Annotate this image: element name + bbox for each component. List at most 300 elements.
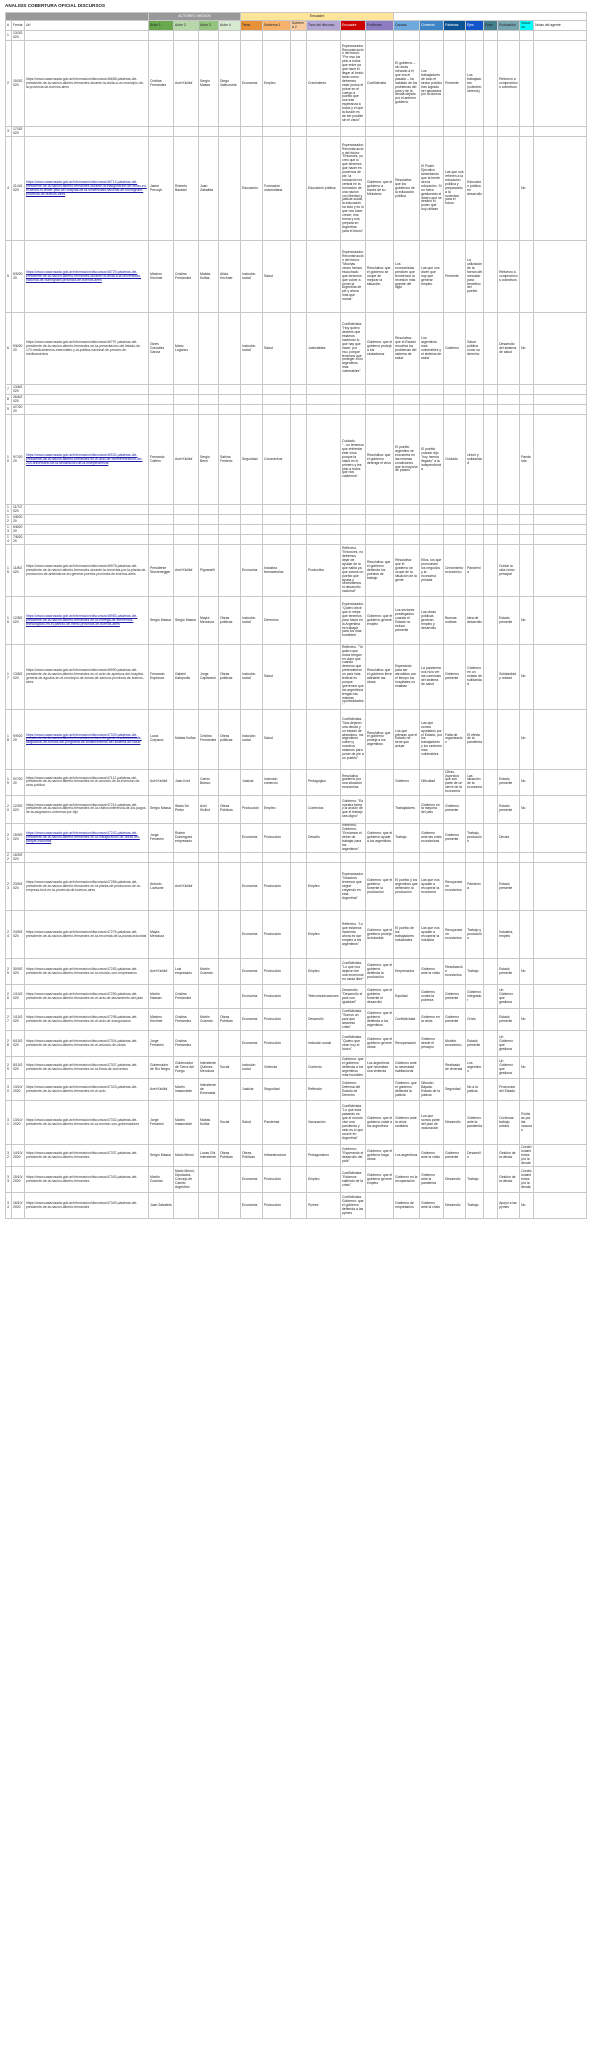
cell-contexto: Gobierno ante las crisis económicas <box>420 823 444 853</box>
cell-tono: Protagonismo <box>307 1145 341 1167</box>
cell-actor4 <box>219 137 241 241</box>
cell-citas <box>484 959 498 985</box>
cell-url[interactable]: https://www.casarosada.gob.ar/informacion/discursos/47276-palabras-del-presidente-de-la-nacion-alberto-fernandez-en-la-recorrida-de-la-planta-industrial <box>25 911 149 959</box>
cell-actor3 <box>199 853 219 863</box>
cell-actor1: Ginés González García <box>149 313 174 385</box>
column-header[interactable]: Tono del discurso <box>307 21 341 31</box>
cell-actor1: Lucía Corpacci <box>149 709 174 769</box>
cell-sub1: Salud <box>263 241 291 313</box>
cell-citas <box>484 127 498 137</box>
cell-eval <box>498 415 520 505</box>
cell-n: 20 <box>6 795 12 823</box>
cell-contexto <box>420 535 444 545</box>
table-row <box>6 1031 587 1057</box>
cell-actor2: Mario Meoni, Diputados, Concejo de Camilo Argentino <box>174 1167 199 1193</box>
cell-url[interactable]: https://www.casarosada.gob.ar/informacion/discursos/47337-palabras-del-presidente-de-la-nacion-alberto-fernandez <box>25 1145 149 1167</box>
cell-citas <box>484 597 498 645</box>
column-header[interactable]: Ejes <box>466 21 484 31</box>
cell-fecha: 1/10/2020 <box>12 985 25 1009</box>
column-header[interactable]: Subtema 2 <box>291 21 307 31</box>
cell-tema <box>241 385 263 395</box>
cell-url[interactable]: https://www.casarosada.gob.ar/informacion/discursos/47343-palabras-del-presidente-de-la-nacion-alberto-fernandez <box>25 1167 149 1193</box>
cell-url[interactable]: https://www.casarosada.gob.ar/informacion/discursos/47265-palabras-del-presidente-de-la-nacion-alberto-fernandez-en-la-planta-de-produccion-de-la-empresa-ford-en-la-provincia-de-buenos-aires <box>25 863 149 911</box>
cell-sol <box>520 985 534 1009</box>
cell-citas <box>484 31 498 41</box>
cell-ejes <box>466 795 484 823</box>
cell-actor2: Axel Kicillof <box>174 545 199 597</box>
table-row <box>6 769 587 795</box>
cell-fecha: 30/9/2020 <box>12 959 25 985</box>
cell-sub2 <box>291 405 307 415</box>
cell-citas <box>484 985 498 1009</box>
cell-url[interactable]: https://www.casarosada.gob.ar/informacion/discursos/47332-palabras-del-presidente-de-la-nacion-alberto-fernandez-en-la-reunion-con-gobernadores <box>25 1101 149 1145</box>
cell-ejes: Idea de desarrollo <box>466 597 484 645</box>
cell-actor3 <box>199 525 219 535</box>
column-header[interactable]: Encuadre <box>341 21 366 31</box>
cell-url[interactable] <box>25 515 149 525</box>
cell-actor1: Máximo Kirchner <box>149 241 174 313</box>
cell-n: 7 <box>6 385 12 395</box>
cell-url[interactable]: https://www.casarosada.gob.ar/informacion/discursos/47112-palabras-del-presidente-de-la-nacion-alberto-fernandez-en-el-anuncio-de-la-inversion-de-obra-publica <box>25 769 149 795</box>
cell-n: 23 <box>6 863 12 911</box>
cell-url[interactable]: https://www.casarosada.gob.ar/informacion/discursos/47290-palabras-del-presidente-de-la-nacion-alberto-fernandez-en-el-acto-de-lanzamiento-del-plan <box>25 985 149 1009</box>
cell-contexto <box>420 853 444 863</box>
cell-ejes: Crisis <box>466 1009 484 1031</box>
cell-palabras <box>444 127 466 137</box>
cell-fecha: 13/10/2020 <box>12 1079 25 1101</box>
cell-n: 28 <box>6 1031 12 1057</box>
cell-actor1 <box>149 127 174 137</box>
table-row <box>6 1009 587 1031</box>
cell-eval <box>498 405 520 415</box>
cell-eval <box>498 385 520 395</box>
cell-sub2 <box>291 985 307 1009</box>
column-header[interactable]: Actor 2 <box>174 21 199 31</box>
cell-n: 2 <box>6 41 12 127</box>
cell-url[interactable] <box>25 31 149 41</box>
cell-eval <box>498 395 520 405</box>
cell-problema <box>366 525 394 535</box>
cell-contexto <box>420 505 444 515</box>
sheet-title: ANALISIS COBERTURA OFICIAL DISCURSOS <box>5 3 106 8</box>
cell-tono: Justicialista <box>307 313 341 385</box>
cell-sub2 <box>291 645 307 710</box>
cell-palabras: Desarrollo <box>444 1167 466 1193</box>
table-row <box>6 1101 587 1145</box>
cell-sub1 <box>263 535 291 545</box>
cell-sub2 <box>291 1057 307 1079</box>
cell-actor4: Obras públicas <box>219 597 241 645</box>
cell-actor4 <box>219 395 241 405</box>
cell-tema: Economía <box>241 545 263 597</box>
cell-sol <box>520 863 534 911</box>
cell-n: 5 <box>6 241 12 313</box>
cell-sol: Condicionamientos por la deuda <box>520 1145 534 1167</box>
cell-actor2 <box>174 395 199 405</box>
cell-eval: Estado presente <box>498 769 520 795</box>
cell-url[interactable] <box>25 127 149 137</box>
cell-causas <box>394 515 420 525</box>
cell-causas: El pueblo de los trabajadores industriales <box>394 911 420 959</box>
cell-actor2: Gabriel Katopodis <box>174 645 199 710</box>
cell-actor1 <box>149 515 174 525</box>
cell-url[interactable] <box>25 405 149 415</box>
cell-sub1: Salud <box>263 709 291 769</box>
cell-causas: Conflictividad <box>394 1009 420 1031</box>
table-row <box>6 1057 587 1079</box>
cell-palabras <box>444 405 466 415</box>
table-row <box>6 241 587 313</box>
cell-sub2 <box>291 1101 307 1145</box>
cell-palabras: Gobierno presente <box>444 645 466 710</box>
cell-url[interactable]: https://www.casarosada.gob.ar/informacion/discursos/47283-palabras-del-presidente-de-la-nacion-alberto-fernandez-en-la-reunion-con-empresarios <box>25 959 149 985</box>
cell-ejes: Gobierno Integrador <box>466 985 484 1009</box>
column-header[interactable]: Contexto <box>420 21 444 31</box>
cell-sub1: Producción <box>263 823 291 853</box>
cell-problema: Gobierno: que el gobierno defienda a los argentinos <box>366 1009 394 1031</box>
cell-encuadre <box>341 385 366 395</box>
cell-contexto: Gobierno en la crisis <box>420 1009 444 1031</box>
cell-contexto: El pueblo cuando dijo "hoy hemos llegado" a la independencia <box>420 415 444 505</box>
cell-url[interactable]: https://www.casarosada.gob.ar/informacion/discursos/46983-palabras-del-presidente-de-la-nacion-alberto-fernandez-en-la-entrega-de-elementos-tecnologicos-en-el-partido-de-merlo-provincia-de-buenos-aires <box>25 597 149 645</box>
cell-ejes: Educación pública en desarrollo <box>466 137 484 241</box>
cell-actor1 <box>149 535 174 545</box>
cell-actor2: Martín Insaurralde <box>174 1079 199 1101</box>
cell-tono: Vacunación <box>307 1101 341 1145</box>
cell-encuadre: Gobierno: "Es nuestra tarea y la acción de que el trabajo sea digno" <box>341 795 366 823</box>
cell-url[interactable]: https://www.casarosada.gob.ar/informacion/discursos/46797-palabras-del-presidente-de-la-nacion-alberto-fernandez-en-la-presentacion-del-listado-de-170-medicamentos-esenciales-y-la-politica-nacional-de-precios-de-medicamentos <box>25 313 149 385</box>
cell-sub2 <box>291 127 307 137</box>
cell-encuadre: Gobierno: que el gobierno defienda a los argentinos más humildes <box>341 1057 366 1079</box>
cell-sol <box>520 1079 534 1101</box>
cell-eval: Solidaridad y unidad <box>498 645 520 710</box>
cell-sol <box>520 405 534 415</box>
cell-citas <box>484 137 498 241</box>
cell-eval: Un Gobierno que gestiona <box>498 1031 520 1057</box>
cell-actor4 <box>219 985 241 1009</box>
cell-ejes: Pandemia <box>466 863 484 911</box>
table-row <box>6 853 587 863</box>
cell-actor4 <box>219 1079 241 1101</box>
cell-ejes: Salud pública como un derecho <box>466 313 484 385</box>
cell-url[interactable]: https://www.casarosada.gob.ar/informacion/discursos/46713-palabras-del-presidente-de-la-nacion-alberto-fernandez-durante-la-inauguracion-de-obras-en-el-sector-el-tercer-piso-del-hospital-de-la-universidad-nacional-de-hurlingham-provincia-de-buenos-aires <box>25 137 149 241</box>
column-header[interactable]: Causas <box>394 21 420 31</box>
cell-tema: Inclusión social <box>241 709 263 769</box>
cell-encuadre <box>341 395 366 405</box>
cell-palabras <box>444 505 466 515</box>
cell-actor2: Axel Kicillof <box>174 863 199 911</box>
cell-actor1: Mayra Mendoza <box>149 911 174 959</box>
cell-n: 22 <box>6 853 12 863</box>
cell-actor1: Axel Kicillof <box>149 1079 174 1101</box>
cell-actor3 <box>199 385 219 395</box>
column-header[interactable]: Palabras <box>444 21 466 31</box>
table-row <box>6 515 587 525</box>
cell-actor1 <box>149 525 174 535</box>
table-row <box>6 41 587 127</box>
cell-actor2: Luis empresario <box>174 959 199 985</box>
cell-causas: El pueblo argentino se encuentra en las mismas condiciones que la mayoría de países <box>394 415 420 505</box>
cell-url[interactable]: https://www.casarosada.gob.ar/informacion/discursos/47304-palabras-del-presidente-de-la-nacion-alberto-fernandez-en-el-anuncio-de-obras <box>25 1031 149 1057</box>
cell-citas <box>484 645 498 710</box>
cell-palabras: Cuidado <box>444 415 466 505</box>
cell-sol: No <box>520 795 534 823</box>
cell-tema: Justicia <box>241 769 263 795</box>
cell-tono <box>307 31 341 41</box>
cell-sol: No <box>520 137 534 241</box>
cell-tema <box>241 405 263 415</box>
cell-problema: Gobierno: que el gobierno proteja la industria <box>366 911 394 959</box>
cell-tono: Empleo <box>307 863 341 911</box>
cell-palabras: Recuperación económica <box>444 911 466 959</box>
cell-sub1: Coronavirus <box>263 415 291 505</box>
cell-contexto: Gobierno ante la pandemia <box>420 1167 444 1193</box>
cell-url[interactable]: https://www.casarosada.gob.ar/informacion/discursos/47029-palabras-del-presidente-de-la-nacion-alberto-fernandez-en-la-entrega-de-resoluciones-de-asignacion-de-fondos-del-programa-de-fortalecimiento-del-sistema-de-salud <box>25 709 149 769</box>
cell-contexto: El Poder Ejecutivo lamentando que la fuerte sea la educación. Si no fuera gestionado el dinero que se destinó el poder que hoy utilizan <box>420 137 444 241</box>
cell-actor3: Matías Kulfas <box>199 1101 219 1145</box>
cell-sub2 <box>291 313 307 385</box>
cell-tono <box>307 395 341 405</box>
cell-causas: El pueblo y los argentinos que defienden la producción <box>394 863 420 911</box>
column-header[interactable]: Actor 3 <box>199 21 219 31</box>
cell-palabras: Gobierno presente <box>444 823 466 853</box>
cell-contexto: Las obras públicas generan empleo y desarrollo <box>420 597 444 645</box>
cell-contexto: Los argentinos más vulnerables y el sistema de salud <box>420 313 444 385</box>
cell-citas <box>484 415 498 505</box>
column-header[interactable]: Actor 1 <box>149 21 174 31</box>
cell-encuadre <box>341 505 366 515</box>
cell-actor2: Mario Meoni <box>174 1145 199 1167</box>
cell-ejes: Trabajo <box>466 959 484 985</box>
cell-url[interactable] <box>25 505 149 515</box>
cell-actor3: Cristina Fernández <box>199 709 219 769</box>
cell-actor4 <box>219 525 241 535</box>
cell-n: 19 <box>6 769 12 795</box>
cell-notas <box>534 137 587 241</box>
cell-contexto <box>420 395 444 405</box>
cell-causas <box>394 385 420 395</box>
cell-actor3: Martín Guzmán <box>199 959 219 985</box>
column-header[interactable]: Fecha <box>12 21 25 31</box>
cell-fecha: 13/6/2020 <box>12 385 25 395</box>
cell-ejes: No a la justicia <box>466 1079 484 1101</box>
cell-actor2: Cristina Fernández <box>174 1009 199 1031</box>
cell-tema <box>241 127 263 137</box>
cell-tono <box>307 645 341 710</box>
cell-notas <box>534 1031 587 1057</box>
cell-encuadre <box>341 525 366 535</box>
cell-tono <box>307 127 341 137</box>
cell-url[interactable]: https://www.casarosada.gob.ar/informacion/discursos/47323-palabras-del-presidente-de-la-nacion-alberto-fernandez-en-el-acto <box>25 1079 149 1101</box>
cell-url[interactable]: https://www.casarosada.gob.ar/informacion/discursos/47307-palabras-del-presidente-de-la-nacion-alberto-fernandez-en-la-firma-de-convenios <box>25 1057 149 1079</box>
table-row <box>6 709 587 769</box>
cell-ejes <box>466 525 484 535</box>
cell-actor3: Carlos Bianco <box>199 769 219 795</box>
column-header[interactable]: Tema <box>241 21 263 31</box>
cell-citas <box>484 241 498 313</box>
cell-palabras <box>444 535 466 545</box>
cell-actor4 <box>219 823 241 853</box>
cell-problema: Gobierno: que el gobierno proteja a los ciudadanos <box>366 313 394 385</box>
cell-actor2 <box>174 385 199 395</box>
column-header[interactable]: Citas <box>484 21 498 31</box>
cell-problema <box>366 505 394 515</box>
cell-citas <box>484 709 498 769</box>
cell-n: 34 <box>6 1193 12 1219</box>
cell-contexto <box>420 525 444 535</box>
cell-actor1: Fernando Espinoza <box>149 645 174 710</box>
cell-fecha: 4/7/2020 <box>12 405 25 415</box>
cell-tema: Economía <box>241 959 263 985</box>
cell-citas <box>484 1031 498 1057</box>
cell-actor4: Obras Públicas <box>219 1145 241 1167</box>
cell-url[interactable]: https://www.casarosada.gob.ar/informacion/discursos/47298-palabras-del-presidente-de-la-nacion-alberto-fernandez-en-el-acto-de-inauguracion <box>25 1009 149 1031</box>
cell-actor2 <box>174 853 199 863</box>
cell-ejes <box>466 505 484 515</box>
cell-problema: Resolutiva: que el gobierno se ocupe de mejorar la situación <box>366 241 394 313</box>
cell-actor3: Intendente Quilmes Mendoza <box>199 1057 219 1079</box>
cell-url[interactable]: https://www.casarosada.gob.ar/informacion/discursos/47214-palabras-del-presidente-de-la-nacion-alberto-fernandez-en-la-videoconferencia-de-los-pagos-de-la-asignacion-universal-por-hijo <box>25 795 149 823</box>
cell-encuadre: Gobierno: Defensa del Estado de Derecho <box>341 1079 366 1101</box>
cell-sub1 <box>263 385 291 395</box>
cell-problema: Gobierno: que el gobierno fomente el desarrollo <box>366 985 394 1009</box>
cell-citas <box>484 1057 498 1079</box>
cell-problema <box>366 405 394 415</box>
cell-problema <box>366 395 394 405</box>
cell-actor4: Diego Valenzuela <box>219 41 241 127</box>
cell-causas: Gobierno ante la crisis sanitaria <box>394 1101 420 1145</box>
cell-citas <box>484 853 498 863</box>
cell-ejes: Trabajo, producción <box>466 823 484 853</box>
cell-eval <box>498 127 520 137</box>
cell-ejes <box>466 853 484 863</box>
cell-citas <box>484 823 498 853</box>
cell-sub1: Infraestructura <box>263 1145 291 1167</box>
cell-fecha: 1/10/2020 <box>12 1009 25 1031</box>
cell-causas: Gobierno: que el gobierno defienda la justicia <box>394 1079 420 1101</box>
cell-url[interactable] <box>25 853 149 863</box>
cell-palabras <box>444 385 466 395</box>
cell-encuadre: Reflexivo. "Entonces, no debemos dejar de ayudar de la que habla ya que somos un pueblo que ayuda y necesitamos el desarrollo nacional" <box>341 545 366 597</box>
cell-problema: Resolutiva: que el gobierno detenga el virus <box>366 415 394 505</box>
cell-actor4: Obras Públicas <box>219 1009 241 1031</box>
cell-palabras <box>444 31 466 41</box>
cell-fecha: 11/8/2020 <box>12 545 25 597</box>
column-header[interactable]: Notas del agente <box>534 21 587 31</box>
cell-notas <box>534 41 587 127</box>
cell-sub1: Derechos <box>263 597 291 645</box>
cell-actor4 <box>219 769 241 795</box>
cell-notas <box>534 911 587 959</box>
cell-url[interactable] <box>25 395 149 405</box>
cell-problema <box>366 515 394 525</box>
cell-sub2 <box>291 1031 307 1057</box>
cell-fecha: 13/3/2020 <box>12 31 25 41</box>
cell-contexto <box>420 31 444 41</box>
cell-contexto: Dificultad <box>420 769 444 795</box>
cell-tono <box>307 535 341 545</box>
cell-sol: No <box>520 313 534 385</box>
cell-fecha: 9/9/2020 <box>12 709 25 769</box>
cell-sol <box>520 911 534 959</box>
cell-tema: Producción <box>241 795 263 823</box>
cell-actor2: Matías Kulfas <box>174 709 199 769</box>
cell-actor1 <box>149 385 174 395</box>
column-header[interactable]: Evaluación <box>498 21 520 31</box>
cell-tema: Economía <box>241 41 263 127</box>
cell-url[interactable]: https://www.casarosada.gob.ar/informacion/discursos/47349-palabras-del-presidente-de-la-nacion-alberto-fernandez <box>25 1193 149 1219</box>
cell-encuadre <box>341 515 366 525</box>
cell-sub1: Salud <box>263 645 291 710</box>
cell-eval <box>498 853 520 863</box>
column-header[interactable]: Subtema 1 <box>263 21 291 31</box>
column-header[interactable]: Actor 4 <box>219 21 241 31</box>
cell-fecha: 9/7/2020 <box>12 769 25 795</box>
column-header[interactable]: Url <box>25 21 149 31</box>
table-row <box>6 823 587 853</box>
cell-sub1 <box>263 525 291 535</box>
cell-eval: Estado presente <box>498 863 520 911</box>
cell-actor2 <box>174 515 199 525</box>
cell-encuadre: Esperanzador. Reconstrucción del futuro: "Por eso los pido a todos que entre ya que hace el llegar al fondo tanto como debemos estar juntos el pobre en el cuerpo a pueblo que nos trae esperanza a todos y el que la ilusión es de ser posible sin el vacío" <box>341 41 366 127</box>
cell-causas: Empresarios <box>394 959 420 985</box>
cell-tema: Economía <box>241 911 263 959</box>
cell-eval: Estado presente <box>498 597 520 645</box>
cell-problema <box>366 769 394 795</box>
cell-actor4 <box>219 1031 241 1057</box>
cell-tema: Economía <box>241 1031 263 1057</box>
cell-palabras <box>444 525 466 535</box>
cell-actor3: Sergio Massa <box>199 41 219 127</box>
cell-url[interactable]: https://www.casarosada.gob.ar/informacion/discursos/46729-palabras-del-presidente-de-la-nacion-alberto-fernandez-durante-la-visita-a-la-universidad-nacional-de-hurlingham-provincia-de-buenos-aires <box>25 241 149 313</box>
cell-url[interactable]: https://www.casarosada.gob.ar/informacion/discursos/47242-palabras-del-presidente-de-la-nacion-alberto-fernandez-en-la-inauguracion-de-obras-del-parque-industrial <box>25 823 149 853</box>
cell-url[interactable]: https://www.casarosada.gob.ar/informacion/discursos/46932-palabras-del-presidente-de-la-nacion-alberto-fernandez-en-el-acto-de-conmemoracion-del-204-aniversario-de-la-declaracion-de-la-independencia <box>25 415 149 505</box>
cell-url[interactable]: https://www.casarosada.gob.ar/informacion/discursos/46978-palabras-del-presidente-de-la-nacion-alberto-fernandez-durante-la-recorrida-por-la-planta-de-produccion-de-antibioticos-en-general-puertos-provincia-de-buenos-aires <box>25 545 149 597</box>
cell-url[interactable] <box>25 525 149 535</box>
cell-n: 4 <box>6 137 12 241</box>
column-header[interactable]: # <box>6 21 12 31</box>
cell-notas <box>534 1167 587 1193</box>
cell-actor3 <box>199 405 219 415</box>
column-header[interactable]: Solución <box>520 21 534 31</box>
cell-tono: Contexto <box>307 1057 341 1079</box>
cell-ejes <box>466 31 484 41</box>
cell-palabras: Realizado de vivienda <box>444 1057 466 1079</box>
cell-contexto: Las que nos ayudan a recuperar la industria <box>420 911 444 959</box>
cell-citas <box>484 505 498 515</box>
cell-url[interactable] <box>25 535 149 545</box>
cell-eval: Apoyo a las pymes <box>498 1193 520 1219</box>
column-header[interactable]: Problema <box>366 21 394 31</box>
cell-url[interactable]: https://www.casarosada.gob.ar/informacion/discursos/46658-palabras-del-presidente-de-la-nacion-alberto-fernandez-durante-la-visita-a-un-municipio-de-la-provincia-de-buenos-aires <box>25 41 149 127</box>
cell-sub1: Producción <box>263 1009 291 1031</box>
cell-notas <box>534 525 587 535</box>
cell-actor3 <box>199 31 219 41</box>
cell-causas: Los que piensan que el Estado no tiene que actuar <box>394 709 420 769</box>
cell-encuadre <box>341 853 366 863</box>
cell-url[interactable]: https://www.casarosada.gob.ar/informacion/discursos/46990-palabras-del-presidente-de-la-nacion-alberto-fernandez-en-el-acto-de-apertura-del-hospital-general-de-agudos-en-el-municipio-de-lomas-de-zamora-provincia-de-buenos-aires <box>25 645 149 710</box>
column-header-row <box>6 21 587 31</box>
cell-actor3: Intendente de Ensenada <box>199 1079 219 1101</box>
cell-tono: Empleo <box>307 959 341 985</box>
cell-url[interactable] <box>25 385 149 395</box>
cell-fecha: 5/5/2020 <box>12 241 25 313</box>
cell-causas <box>394 505 420 515</box>
cell-sub1 <box>263 853 291 863</box>
cell-tema: Economía <box>241 823 263 853</box>
cell-notas <box>534 823 587 853</box>
cell-encuadre: Desarrollo. "Desarrollo el país con igualdad" <box>341 985 366 1009</box>
